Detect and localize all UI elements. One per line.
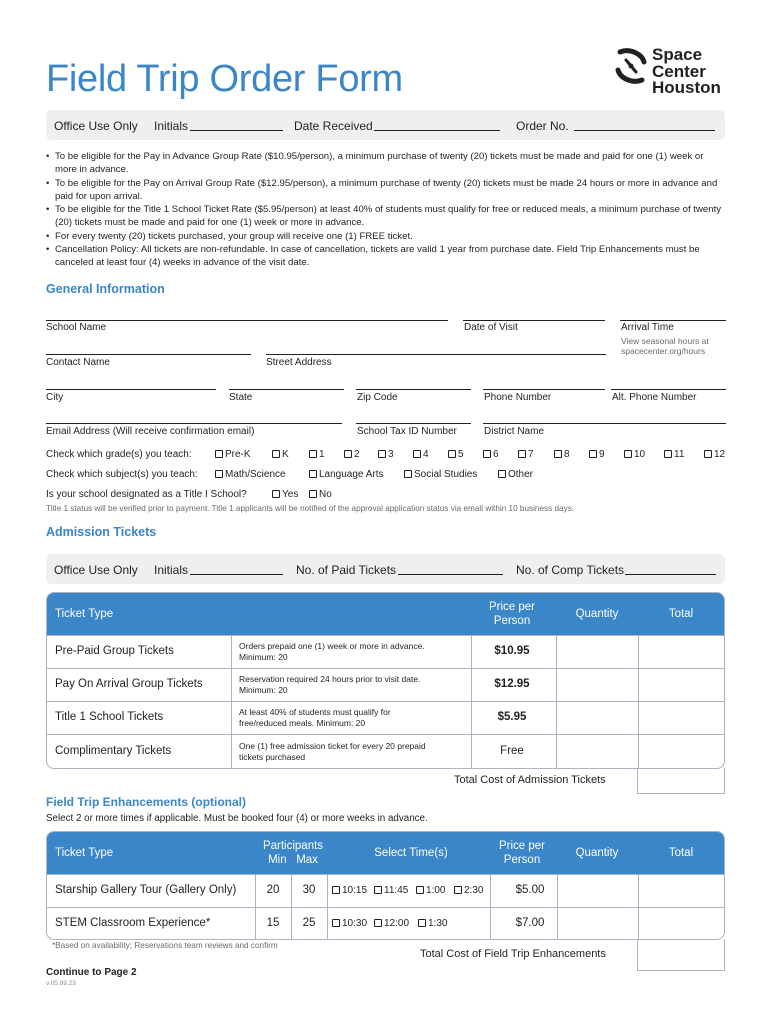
subject-checkbox[interactable]: Language Arts xyxy=(309,469,384,480)
tax-id-field[interactable] xyxy=(356,423,471,424)
checkbox-icon xyxy=(374,886,382,894)
list-item: • To be eligible for the Title 1 School Ticket Rate ($5.95/person) at least 40% of students must qualify for free or reduced meals, a minimum purchase of twenty (20) tickets must be made and paid for one (1) week or more in advance. xyxy=(46,203,726,230)
arrival-time-field[interactable] xyxy=(620,320,726,321)
enhancement-name: Starship Gallery Tour (Gallery Only) xyxy=(55,884,237,896)
school-name-label: School Name xyxy=(46,322,107,333)
office-use-bar xyxy=(46,110,725,140)
district-label: District Name xyxy=(484,426,545,437)
table-row xyxy=(47,907,724,940)
checkbox-icon xyxy=(418,919,426,927)
total-column[interactable] xyxy=(638,874,639,939)
ticket-price: $10.95 xyxy=(494,645,530,657)
alt-phone-field[interactable] xyxy=(611,389,726,390)
quantity-column[interactable] xyxy=(557,874,558,939)
checkbox-icon xyxy=(215,450,223,458)
seasonal-hours-note: View seasonal hours at xyxy=(621,336,709,346)
ticket-price: $12.95 xyxy=(494,678,530,690)
arrival-time-label: Arrival Time xyxy=(621,322,674,333)
time-checkbox[interactable]: 10:30 xyxy=(332,918,367,929)
participants-min: 15 xyxy=(266,917,280,929)
ticket-description: Reservation required 24 hours prior to visit date. Minimum: 20 xyxy=(239,674,421,695)
space-center-houston-logo xyxy=(614,44,730,100)
checkbox-icon xyxy=(448,450,456,458)
col-quantity: Quantity xyxy=(575,847,619,859)
checkbox-icon xyxy=(413,450,421,458)
initials-label: Initials xyxy=(154,563,189,577)
grade-checkbox[interactable]: 8 xyxy=(554,449,570,460)
time-checkbox[interactable]: 12:00 xyxy=(374,918,409,929)
zip-label: Zip Code xyxy=(357,392,398,403)
checkbox-icon xyxy=(332,886,340,894)
table-row xyxy=(47,874,724,907)
table-row xyxy=(47,701,724,734)
checkbox-icon xyxy=(378,450,386,458)
time-checkbox[interactable]: 1:30 xyxy=(418,918,447,929)
general-info-heading: General Information xyxy=(46,282,165,296)
enhancement-name: STEM Classroom Experience* xyxy=(55,917,211,929)
quantity-column[interactable] xyxy=(556,635,557,768)
ticket-description: Orders prepaid one (1) week or more in advance. Minimum: 20 xyxy=(239,641,425,662)
title1-note: Title 1 status will be verified prior to payment. Title 1 applicants will be notified of the approval application status via email within 10 business days. xyxy=(46,504,575,513)
admission-heading: Admission Tickets xyxy=(46,525,157,539)
col-total: Total xyxy=(668,847,694,859)
col-ticket-type: Ticket Type xyxy=(55,608,114,620)
checkbox-icon xyxy=(518,450,526,458)
checkbox-icon xyxy=(589,450,597,458)
contact-name-label: Contact Name xyxy=(46,357,110,368)
initials-label: Initials xyxy=(154,119,189,133)
paid-tickets-label: No. of Paid Tickets xyxy=(296,563,397,577)
subject-checkbox[interactable]: Math/Science xyxy=(215,469,286,480)
participants-max: 30 xyxy=(302,884,316,896)
checkbox-icon xyxy=(416,886,424,894)
enhancements-footnote: *Based on availability; Reservations team reviews and confirm xyxy=(52,941,278,950)
list-item: • For every twenty (20) tickets purchased, your group will receive one (1) FREE ticket. xyxy=(46,230,726,243)
checkbox-icon xyxy=(272,450,280,458)
version-label: v.05.09.23 xyxy=(46,980,76,987)
checkbox-icon xyxy=(332,919,340,927)
title1-question: Is your school designated as a Title I School? xyxy=(46,489,247,500)
comp-tickets-field[interactable] xyxy=(625,574,716,575)
phone-label: Phone Number xyxy=(484,392,552,403)
continue-to-page-2[interactable]: Continue to Page 2 xyxy=(46,967,137,978)
grade-checkbox[interactable]: 10 xyxy=(624,449,645,460)
table-row xyxy=(47,635,724,668)
state-field[interactable] xyxy=(229,389,344,390)
grade-checkbox[interactable]: 9 xyxy=(589,449,605,460)
date-of-visit-label: Date of Visit xyxy=(464,322,518,333)
admission-table-header xyxy=(47,593,724,635)
admission-table xyxy=(46,592,725,769)
grades-label: Check which grade(s) you teach: xyxy=(46,449,192,460)
date-received-label: Date Received xyxy=(294,119,373,133)
grade-checkbox[interactable]: 12 xyxy=(704,449,725,460)
phone-field[interactable] xyxy=(483,389,605,390)
email-field[interactable] xyxy=(46,423,342,424)
seasonal-hours-link[interactable]: spacecenter.org/hours xyxy=(621,346,706,356)
ticket-price: $5.95 xyxy=(497,711,527,723)
grade-checkbox[interactable]: 1 xyxy=(309,449,325,460)
grade-checkbox[interactable]: 4 xyxy=(413,449,429,460)
alt-phone-label: Alt. Phone Number xyxy=(612,392,697,403)
ticket-name: Title 1 School Tickets xyxy=(55,711,164,723)
zip-field[interactable] xyxy=(356,389,471,390)
order-no-field[interactable] xyxy=(574,130,715,131)
office-use-label: Office Use Only xyxy=(54,563,138,577)
ticket-price: Free xyxy=(500,745,524,757)
street-address-label: Street Address xyxy=(266,357,332,368)
subject-checkbox[interactable]: Social Studies xyxy=(404,469,477,480)
checkbox-icon xyxy=(664,450,672,458)
title1-yes-checkbox[interactable]: Yes xyxy=(272,489,298,500)
col-quantity: Quantity xyxy=(575,608,619,620)
col-price-per-person: Price per Person xyxy=(488,601,536,627)
table-row xyxy=(47,734,724,769)
city-label: City xyxy=(46,392,64,403)
enhancements-total-box[interactable] xyxy=(637,939,725,971)
grade-checkbox[interactable]: Pre-K xyxy=(215,449,251,460)
email-label: Email Address (Will receive confirmation email) xyxy=(46,426,255,437)
comp-tickets-label: No. of Comp Tickets xyxy=(516,563,625,577)
ticket-name: Pre-Paid Group Tickets xyxy=(55,645,174,657)
logo-text: Space Center Houston xyxy=(652,45,721,97)
admission-total-label: Total Cost of Admission Tickets xyxy=(454,774,606,786)
list-item: • To be eligible for the Pay on Arrival Group Rate ($12.95/person), a minimum purchase of twenty (20) tickets must be made 24 hours or more in advance and paid for upon arrival. xyxy=(46,177,726,204)
enhancements-heading: Field Trip Enhancements (optional) xyxy=(46,795,247,809)
checkbox-icon xyxy=(454,886,462,894)
total-column[interactable] xyxy=(638,635,639,768)
time-checkbox[interactable]: 11:45 xyxy=(374,885,408,896)
checkbox-icon xyxy=(374,919,382,927)
checkbox-icon xyxy=(309,490,317,498)
checkbox-icon xyxy=(272,490,280,498)
grade-checkbox[interactable]: 3 xyxy=(378,449,394,460)
district-field[interactable] xyxy=(483,423,726,424)
enhancements-subtext: Select 2 or more times if applicable. Must be booked four (4) or more weeks in advance. xyxy=(46,813,428,824)
admission-total-box[interactable] xyxy=(637,768,725,794)
contact-name-field[interactable] xyxy=(46,354,251,355)
grade-checkbox[interactable]: 6 xyxy=(483,449,499,460)
enhancement-price: $7.00 xyxy=(515,917,545,929)
admission-office-bar xyxy=(46,554,725,584)
col-ticket-type: Ticket Type xyxy=(55,847,114,859)
ticket-description: One (1) free admission ticket for every 20 prepaid tickets purchased xyxy=(239,741,426,762)
office-use-label: Office Use Only xyxy=(54,119,138,133)
initials-field[interactable] xyxy=(190,574,283,575)
grade-checkbox[interactable]: 11 xyxy=(664,449,684,460)
street-address-field[interactable] xyxy=(266,354,606,355)
checkbox-icon xyxy=(704,450,712,458)
col-select-times: Select Time(s) xyxy=(374,847,448,859)
time-checkbox[interactable]: 1:00 xyxy=(416,885,445,896)
subjects-label: Check which subject(s) you teach: xyxy=(46,469,198,480)
grade-checkbox[interactable]: 5 xyxy=(448,449,464,460)
col-total: Total xyxy=(668,608,694,620)
time-checkbox[interactable]: 2:30 xyxy=(454,885,483,896)
grade-checkbox[interactable]: 7 xyxy=(518,449,534,460)
ticket-description: At least 40% of students must qualify for free/reduced meals. Minimum: 20 xyxy=(239,707,391,728)
page-title: Field Trip Order Form xyxy=(46,58,403,100)
time-checkbox[interactable]: 10:15 xyxy=(332,885,367,896)
ticket-name: Pay On Arrival Group Tickets xyxy=(55,678,203,690)
state-label: State xyxy=(229,392,253,403)
table-row xyxy=(47,668,724,701)
initials-field[interactable] xyxy=(190,130,283,131)
grade-checkbox[interactable]: 2 xyxy=(344,449,360,460)
list-item: • Cancellation Policy: All tickets are non-refundable. In case of cancellation, tickets are valid 1 year from purchase date. Field Trip Enhancements must be canceled at least four (4) weeks in advance of the visit date. xyxy=(46,243,726,270)
paid-tickets-field[interactable] xyxy=(398,574,503,575)
order-no-label: Order No. xyxy=(516,119,569,133)
grade-checkbox[interactable]: K xyxy=(272,449,289,460)
enhancements-table xyxy=(46,831,725,940)
date-of-visit-field[interactable] xyxy=(463,320,605,321)
title1-no-checkbox[interactable]: No xyxy=(309,489,332,500)
checkbox-icon xyxy=(309,450,317,458)
list-item: • To be eligible for the Pay in Advance Group Rate ($10.95/person), a minimum purchase of twenty (20) tickets must be made and paid for one (1) week or more in advance. xyxy=(46,150,726,177)
participants-min: 20 xyxy=(266,884,280,896)
checkbox-icon xyxy=(498,470,506,478)
participants-max: 25 xyxy=(302,917,316,929)
checkbox-icon xyxy=(344,450,352,458)
col-price-per-person: Price per Person xyxy=(498,840,546,866)
col-participants: Participants Min Max xyxy=(262,840,324,866)
enhancements-total-label: Total Cost of Field Trip Enhancements xyxy=(420,948,606,960)
checkbox-icon xyxy=(215,470,223,478)
eligibility-list xyxy=(46,150,726,270)
checkbox-icon xyxy=(404,470,412,478)
logo-mark-icon xyxy=(614,46,648,86)
checkbox-icon xyxy=(483,450,491,458)
enhancement-price: $5.00 xyxy=(515,884,545,896)
subject-checkbox[interactable]: Other xyxy=(498,469,533,480)
checkbox-icon xyxy=(309,470,317,478)
ticket-name: Complimentary Tickets xyxy=(55,745,172,757)
city-field[interactable] xyxy=(46,389,216,390)
enhancements-table-header xyxy=(47,832,724,874)
checkbox-icon xyxy=(554,450,562,458)
date-received-field[interactable] xyxy=(374,130,500,131)
checkbox-icon xyxy=(624,450,632,458)
tax-id-label: School Tax ID Number xyxy=(357,426,457,437)
school-name-field[interactable] xyxy=(46,320,448,321)
